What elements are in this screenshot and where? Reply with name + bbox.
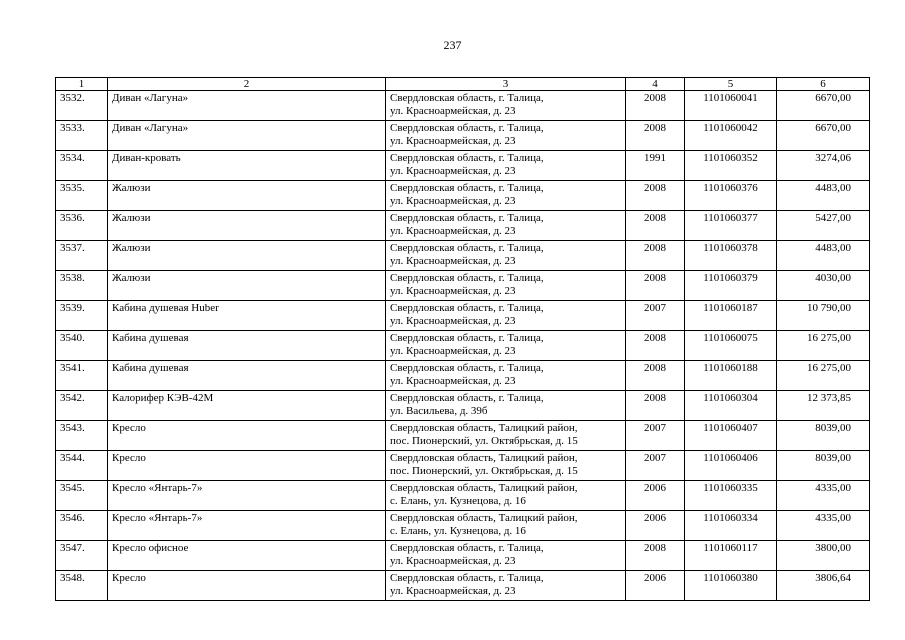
row-number-cell: 3548.	[56, 571, 108, 601]
item-name-cell: Жалюзи	[108, 241, 386, 271]
inventory-code-cell: 1101060117	[685, 541, 777, 571]
cost-cell: 3274,06	[777, 151, 870, 181]
table-row	[56, 451, 870, 481]
table-row	[56, 241, 870, 271]
address-cell: Свердловская область, Талицкий район, пос. Пионерский, ул. Октябрьская, д. 15	[386, 421, 626, 451]
table-row	[56, 271, 870, 301]
row-number-cell: 3532.	[56, 91, 108, 121]
table-header	[56, 78, 870, 91]
row-number-cell: 3539.	[56, 301, 108, 331]
year-cell: 2008	[626, 271, 685, 301]
year-cell: 2008	[626, 121, 685, 151]
year-cell: 2008	[626, 361, 685, 391]
address-cell: Свердловская область, Талицкий район, пос. Пионерский, ул. Октябрьская, д. 15	[386, 451, 626, 481]
inventory-code-cell: 1101060335	[685, 481, 777, 511]
address-cell: Свердловская область, г. Талица, ул. Красноармейская, д. 23	[386, 571, 626, 601]
year-cell: 2008	[626, 241, 685, 271]
inventory-code-cell: 1101060334	[685, 511, 777, 541]
item-name-cell: Кресло «Янтарь-7»	[108, 511, 386, 541]
year-cell: 2008	[626, 331, 685, 361]
year-cell: 2008	[626, 91, 685, 121]
row-number-cell: 3538.	[56, 271, 108, 301]
inventory-code-cell: 1101060352	[685, 151, 777, 181]
table-body	[56, 91, 870, 601]
item-name-cell: Жалюзи	[108, 271, 386, 301]
table-row	[56, 211, 870, 241]
inventory-code-cell: 1101060075	[685, 331, 777, 361]
inventory-code-cell: 1101060379	[685, 271, 777, 301]
inventory-code-cell: 1101060380	[685, 571, 777, 601]
column-header-3: 3	[386, 78, 626, 91]
cost-cell: 3800,00	[777, 541, 870, 571]
row-number-cell: 3544.	[56, 451, 108, 481]
row-number-cell: 3533.	[56, 121, 108, 151]
address-cell: Свердловская область, г. Талица, ул. Красноармейская, д. 23	[386, 121, 626, 151]
column-header-1: 1	[56, 78, 108, 91]
column-header-5: 5	[685, 78, 777, 91]
cost-cell: 6670,00	[777, 91, 870, 121]
year-cell: 2007	[626, 301, 685, 331]
address-cell: Свердловская область, г. Талица, ул. Красноармейская, д. 23	[386, 91, 626, 121]
cost-cell: 3806,64	[777, 571, 870, 601]
item-name-cell: Кресло	[108, 421, 386, 451]
year-cell: 2008	[626, 211, 685, 241]
item-name-cell: Кресло	[108, 451, 386, 481]
year-cell: 2006	[626, 481, 685, 511]
cost-cell: 12 373,85	[777, 391, 870, 421]
property-table	[55, 77, 870, 601]
inventory-code-cell: 1101060187	[685, 301, 777, 331]
cost-cell: 16 275,00	[777, 331, 870, 361]
inventory-code-cell: 1101060041	[685, 91, 777, 121]
cost-cell: 4030,00	[777, 271, 870, 301]
table-row	[56, 361, 870, 391]
cost-cell: 4335,00	[777, 511, 870, 541]
row-number-cell: 3546.	[56, 511, 108, 541]
header-row	[56, 78, 870, 91]
cost-cell: 5427,00	[777, 211, 870, 241]
cost-cell: 10 790,00	[777, 301, 870, 331]
item-name-cell: Кресло офисное	[108, 541, 386, 571]
row-number-cell: 3545.	[56, 481, 108, 511]
cost-cell: 4483,00	[777, 241, 870, 271]
row-number-cell: 3540.	[56, 331, 108, 361]
year-cell: 1991	[626, 151, 685, 181]
address-cell: Свердловская область, г. Талица, ул. Красноармейская, д. 23	[386, 181, 626, 211]
year-cell: 2008	[626, 391, 685, 421]
address-cell: Свердловская область, г. Талица, ул. Красноармейская, д. 23	[386, 331, 626, 361]
address-cell: Свердловская область, г. Талица, ул. Красноармейская, д. 23	[386, 241, 626, 271]
table-row	[56, 301, 870, 331]
row-number-cell: 3535.	[56, 181, 108, 211]
year-cell: 2007	[626, 451, 685, 481]
year-cell: 2006	[626, 511, 685, 541]
cost-cell: 4483,00	[777, 181, 870, 211]
table-row	[56, 331, 870, 361]
item-name-cell: Диван «Лагуна»	[108, 121, 386, 151]
item-name-cell: Жалюзи	[108, 211, 386, 241]
item-name-cell: Кабина душевая	[108, 361, 386, 391]
address-cell: Свердловская область, Талицкий район, с. Елань, ул. Кузнецова, д. 16	[386, 511, 626, 541]
row-number-cell: 3543.	[56, 421, 108, 451]
inventory-code-cell: 1101060378	[685, 241, 777, 271]
table-row	[56, 541, 870, 571]
column-header-2: 2	[108, 78, 386, 91]
item-name-cell: Диван «Лагуна»	[108, 91, 386, 121]
address-cell: Свердловская область, г. Талица, ул. Красноармейская, д. 23	[386, 271, 626, 301]
year-cell: 2008	[626, 181, 685, 211]
cost-cell: 8039,00	[777, 451, 870, 481]
table-row	[56, 181, 870, 211]
item-name-cell: Диван-кровать	[108, 151, 386, 181]
row-number-cell: 3534.	[56, 151, 108, 181]
table-row	[56, 571, 870, 601]
page-number: 237	[443, 38, 462, 52]
address-cell: Свердловская область, г. Талица, ул. Красноармейская, д. 23	[386, 301, 626, 331]
item-name-cell: Жалюзи	[108, 181, 386, 211]
row-number-cell: 3547.	[56, 541, 108, 571]
item-name-cell: Кабина душевая Huber	[108, 301, 386, 331]
year-cell: 2006	[626, 571, 685, 601]
inventory-code-cell: 1101060406	[685, 451, 777, 481]
row-number-cell: 3537.	[56, 241, 108, 271]
year-cell: 2008	[626, 541, 685, 571]
address-cell: Свердловская область, Талицкий район, с. Елань, ул. Кузнецова, д. 16	[386, 481, 626, 511]
item-name-cell: Кресло «Янтарь-7»	[108, 481, 386, 511]
column-header-6: 6	[777, 78, 870, 91]
cost-cell: 8039,00	[777, 421, 870, 451]
table-row	[56, 151, 870, 181]
cost-cell: 16 275,00	[777, 361, 870, 391]
item-name-cell: Кабина душевая	[108, 331, 386, 361]
inventory-code-cell: 1101060407	[685, 421, 777, 451]
row-number-cell: 3542.	[56, 391, 108, 421]
table-row	[56, 91, 870, 121]
table-row	[56, 511, 870, 541]
address-cell: Свердловская область, г. Талица, ул. Васильева, д. 39б	[386, 391, 626, 421]
inventory-code-cell: 1101060042	[685, 121, 777, 151]
table-row	[56, 481, 870, 511]
item-name-cell: Калорифер КЭВ-42М	[108, 391, 386, 421]
inventory-code-cell: 1101060304	[685, 391, 777, 421]
column-header-4: 4	[626, 78, 685, 91]
address-cell: Свердловская область, г. Талица, ул. Красноармейская, д. 23	[386, 151, 626, 181]
cost-cell: 6670,00	[777, 121, 870, 151]
address-cell: Свердловская область, г. Талица, ул. Красноармейская, д. 23	[386, 541, 626, 571]
table-row	[56, 391, 870, 421]
table-row	[56, 421, 870, 451]
inventory-code-cell: 1101060377	[685, 211, 777, 241]
table-row	[56, 121, 870, 151]
year-cell: 2007	[626, 421, 685, 451]
item-name-cell: Кресло	[108, 571, 386, 601]
cost-cell: 4335,00	[777, 481, 870, 511]
address-cell: Свердловская область, г. Талица, ул. Красноармейская, д. 23	[386, 211, 626, 241]
inventory-code-cell: 1101060376	[685, 181, 777, 211]
inventory-code-cell: 1101060188	[685, 361, 777, 391]
address-cell: Свердловская область, г. Талица, ул. Красноармейская, д. 23	[386, 361, 626, 391]
row-number-cell: 3541.	[56, 361, 108, 391]
row-number-cell: 3536.	[56, 211, 108, 241]
